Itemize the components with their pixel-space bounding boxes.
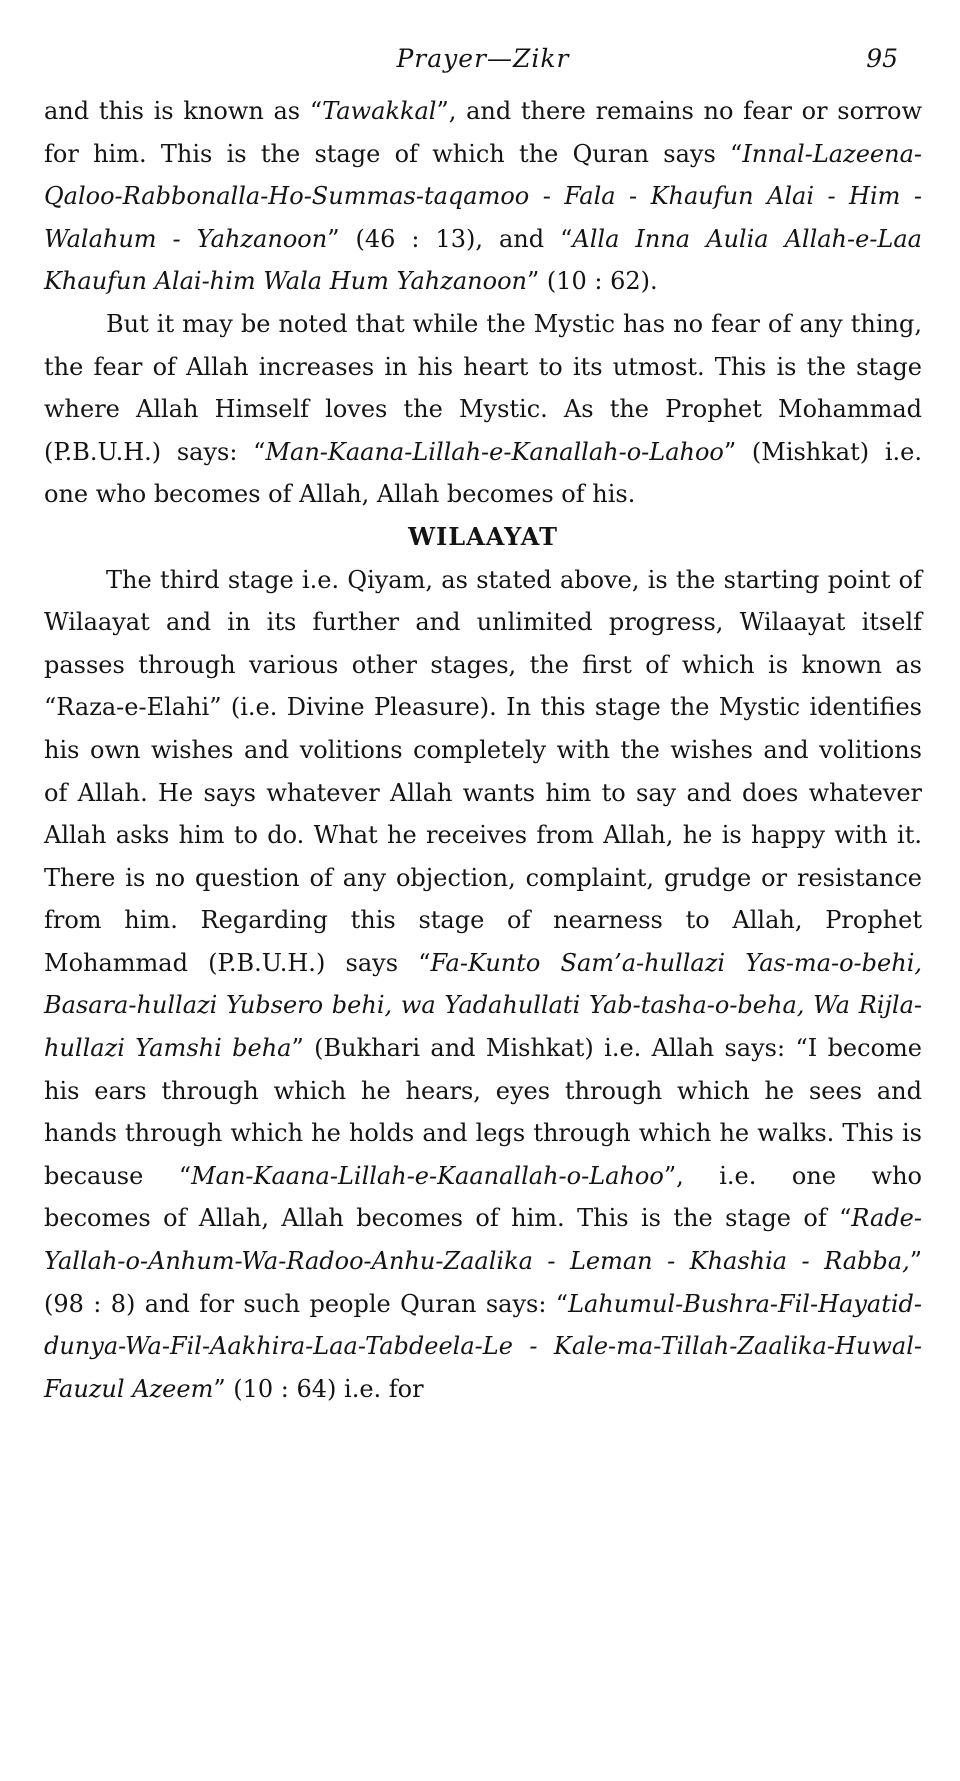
hadith-quote: Man-Kaana-Lillah-e-Kaanallah-o-Lahoo — [191, 1161, 664, 1190]
paragraph-tawakkal — [44, 90, 922, 303]
text-run: The third stage i.e. Qiyam, as stated above, is the starting point of Wilaayat and in its further and unlimited progress, Wilaayat itself passes through various other stages, the first of which is known as “Raza-e-Elahi” (i.e. Divine Pleasure). In this stage the Mystic identifies his own wishes and volitions completely with the wishes and volitions of Allah. He says whatever Allah wants him to say and does whatever Allah asks him to do. What he receives from Allah, he is happy with it. There is no question of any objection, complaint, grudge or resistance from him. Regarding this stage of nearness to Allah, Prophet Mohammad (P.B.U.H.) says “ — [44, 565, 922, 977]
quran-quote: Lahumul-Bushra-Fil-Hayatid-dunya-Wa-Fil-Aakhira-Laa-Tabdeela-Le - Kale-ma-Tillah-Zaalika-Huwal-Fauzul Azeem — [44, 1289, 922, 1403]
hadith-quote: Man-Kaana-Lillah-e-Kanallah-o-Lahoo — [265, 437, 724, 466]
text-run: and this is known as “ — [44, 97, 323, 125]
text-run: ”, and there remains no fear or sorrow for him. This is the stage of which the Quran says “ — [44, 97, 923, 168]
paragraph-fear-of-allah — [44, 303, 922, 516]
running-title: Prayer—Zikr — [396, 44, 570, 73]
text-run: ” (10 : 62). — [527, 267, 658, 296]
paragraph-wilaayat — [44, 559, 922, 1411]
text-run: But it may be noted that while the Mystic has no fear of any thing, the fear of Allah increases in his heart to its utmost. This is the stage where Allah Himself loves the Mystic. As the Prophet Mohammad (P.B.U.H.) says: “ — [44, 309, 922, 466]
text-run: ”, i.e. one who becomes of Allah, Allah becomes of him. This is the stage of “ — [44, 1161, 922, 1233]
quran-quote: Alla Inna Aulia Allah-e-Laa Khaufun Alai-him Wala Hum Yahzanoon — [44, 224, 922, 296]
text-run: ” (Bukhari and Mishkat) i.e. Allah says: “I become his ears through which he hears, eyes through which he sees and hands through which he holds and legs through which he walks. This is because “ — [44, 1034, 922, 1190]
section-heading: WILAAYAT — [408, 521, 558, 551]
quran-quote: Rade-Yallah-o-Anhum-Wa-Radoo-Anhu-Zaalika - Leman - Khashia - Rabba, — [44, 1204, 922, 1276]
italic-term: Tawakkal — [322, 97, 437, 125]
quran-quote: Innal-Lazeena-Qaloo-Rabbonalla-Ho-Summas-taqamoo - Fala - Khaufun Alai - Him - Walahum - Yahzanoon — [44, 139, 922, 253]
hadith-quote: Fa-Kunto Sam’a-hullazi Yas-ma-o-behi, Basara-hullazi Yubsero behi, wa Yadahullati Yab-tasha-o-beha, Wa Rijla-hullazi Yamshi beha — [44, 948, 922, 1063]
text-run: ” (10 : 64) i.e. for — [213, 1374, 424, 1403]
text-run: ” (46 : 13), and “ — [327, 224, 573, 253]
text-run: ” (Mishkat) i.e. one who becomes of Allah, Allah becomes of his. — [44, 437, 922, 509]
text-run: ” (98 : 8) and for such people Quran says: “ — [44, 1247, 922, 1318]
running-head — [44, 44, 922, 80]
page-number: 95 — [866, 44, 898, 73]
body-text — [44, 90, 922, 1410]
